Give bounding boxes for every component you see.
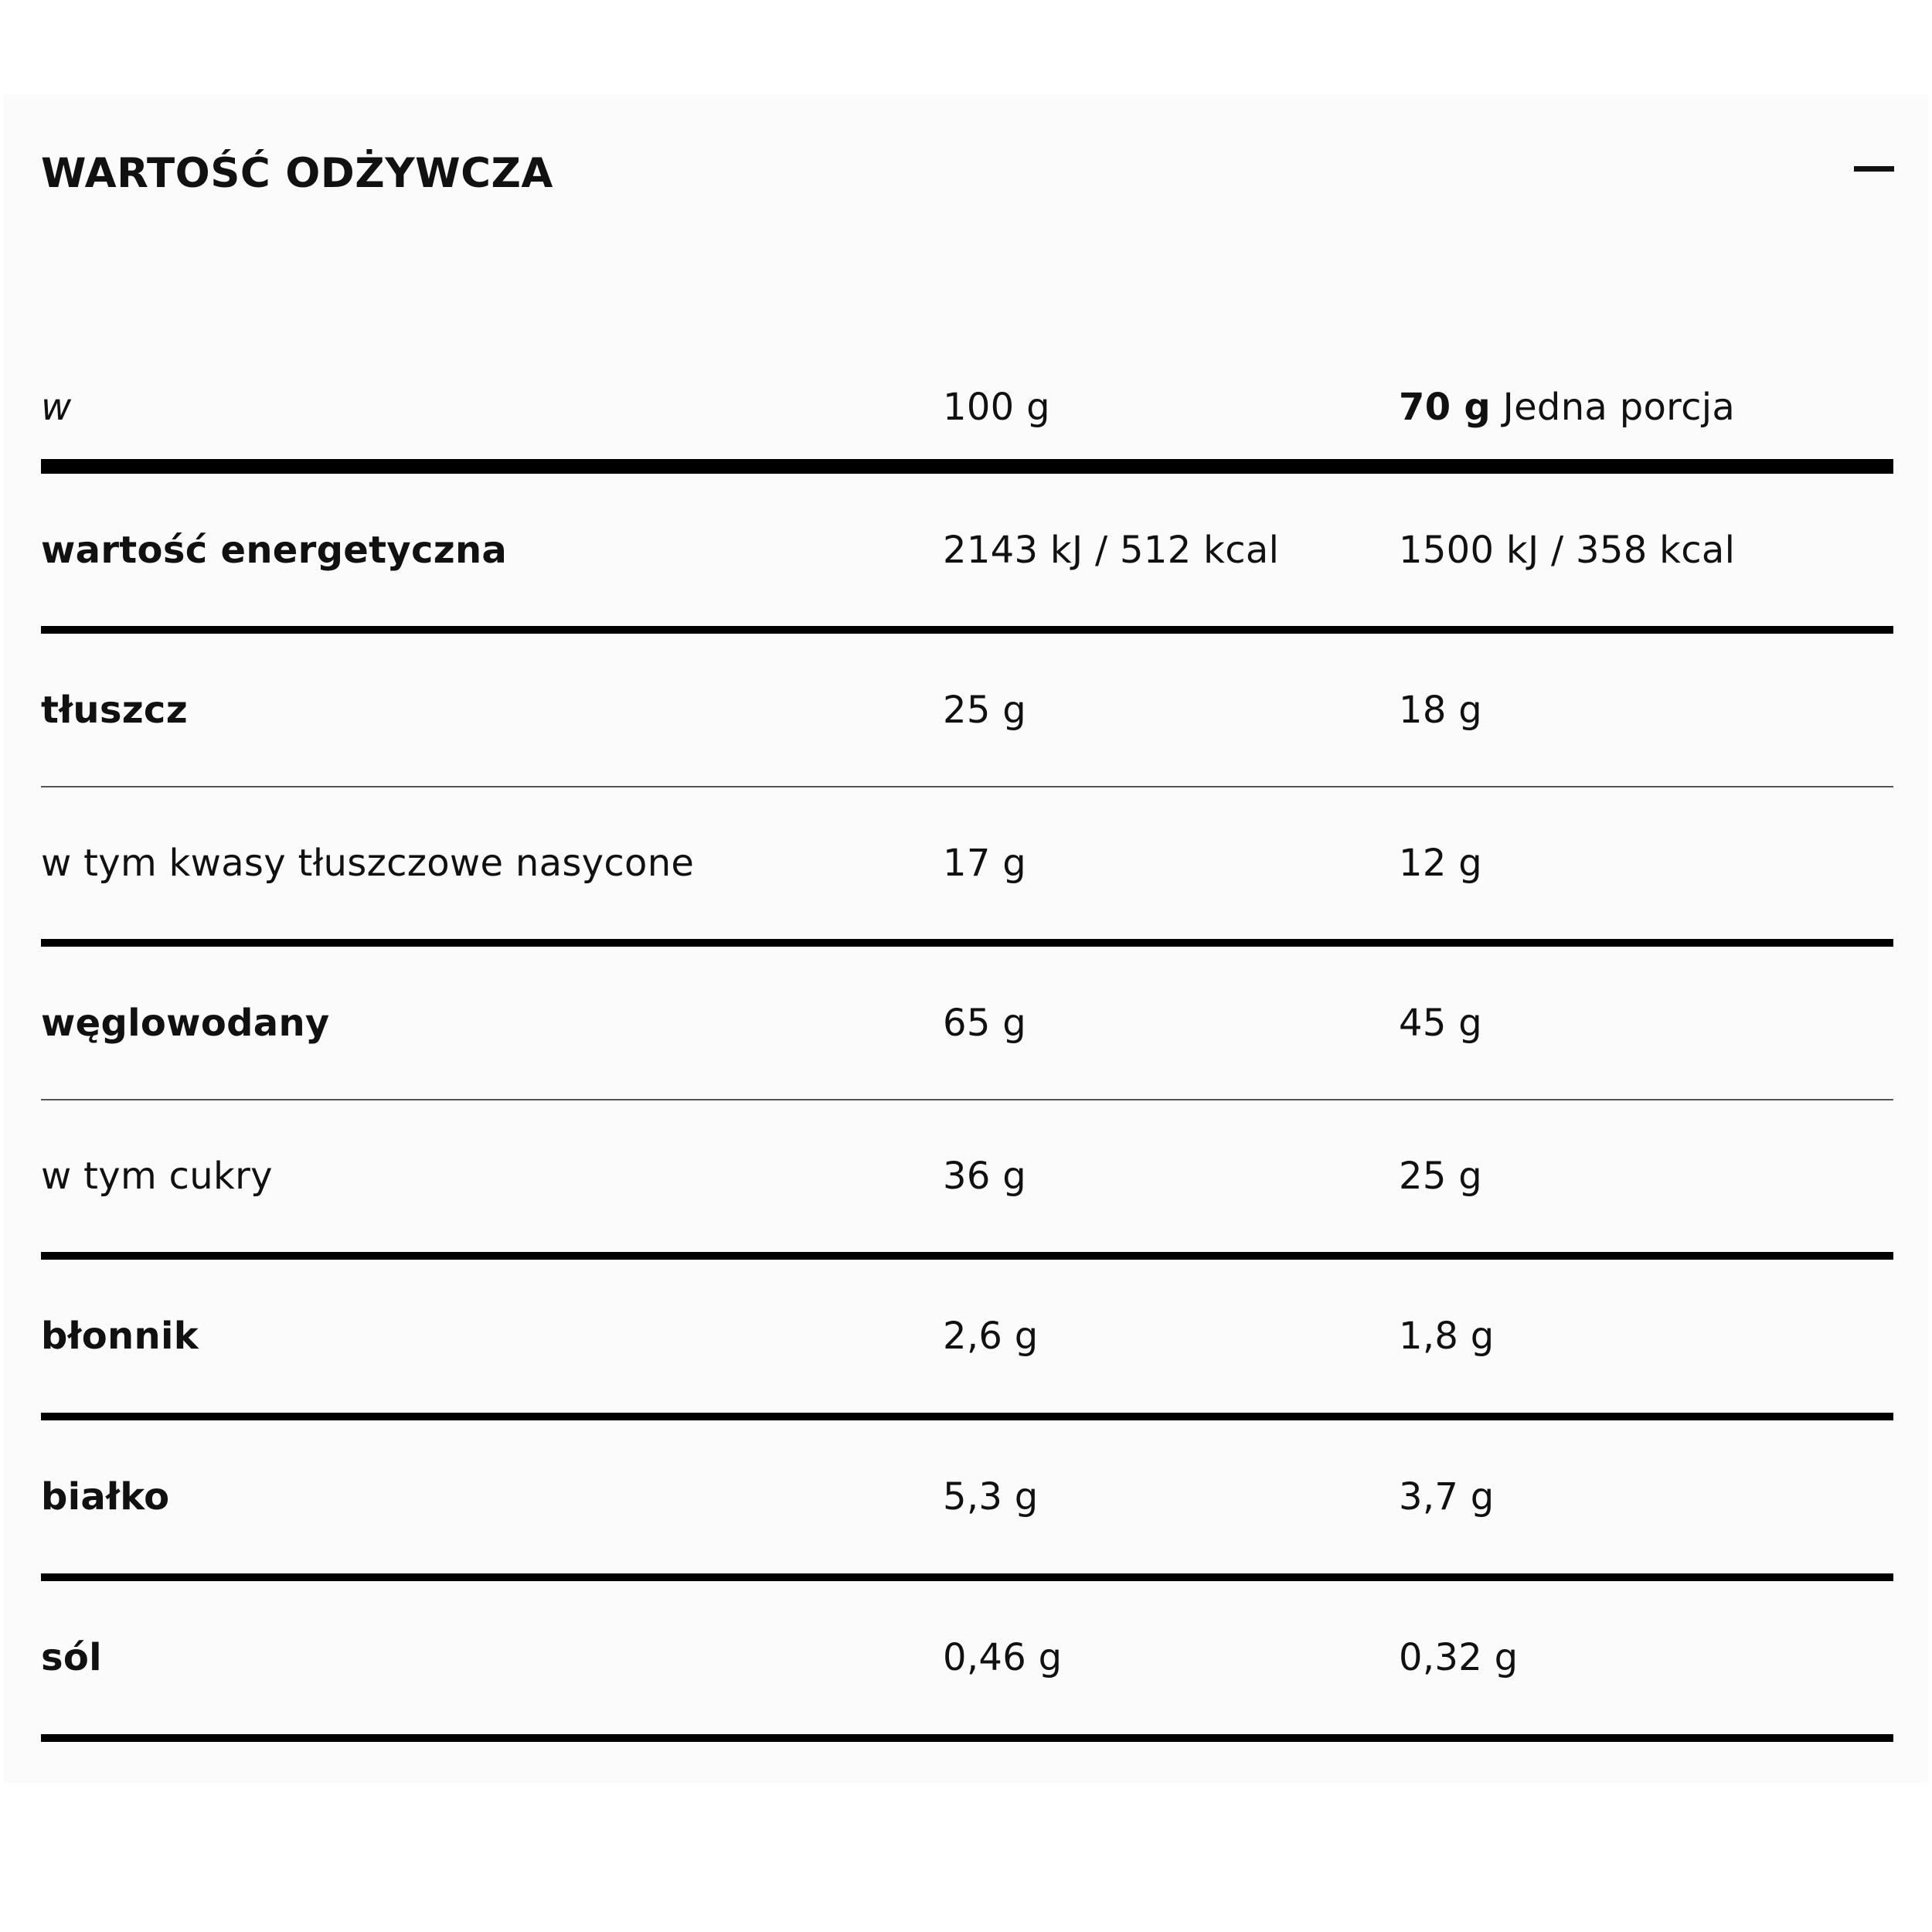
value-per-portion: 1500 kJ / 358 kcal xyxy=(1399,467,1893,631)
value-per-portion: 1,8 g xyxy=(1399,1256,1893,1417)
nutrition-table xyxy=(41,355,1893,1742)
value-per-portion: 3,7 g xyxy=(1399,1417,1893,1577)
value-per-100g: 2143 kJ / 512 kcal xyxy=(943,467,1399,631)
nutrient-name: błonnik xyxy=(41,1256,943,1417)
minus-icon xyxy=(1854,166,1894,172)
nutrient-name: w tym kwasy tłuszczowe nasycone xyxy=(41,787,943,943)
table-row xyxy=(41,1256,1893,1417)
value-per-portion: 45 g xyxy=(1399,943,1893,1100)
nutrient-name: sól xyxy=(41,1577,943,1738)
collapse-button[interactable] xyxy=(1851,155,1897,182)
section-title: WARTOŚĆ ODŻYWCZA xyxy=(41,150,553,197)
nutrient-name: białko xyxy=(41,1417,943,1577)
header-portion-label: Jedna porcja xyxy=(1502,386,1736,429)
nutrient-name: węglowodany xyxy=(41,943,943,1100)
table-row xyxy=(41,630,1893,787)
table-row xyxy=(41,1417,1893,1577)
accordion-header[interactable] xyxy=(41,122,1897,215)
value-per-100g: 25 g xyxy=(943,630,1399,787)
nutrition-panel xyxy=(4,94,1928,1783)
table-row xyxy=(41,467,1893,631)
nutrient-name: tłuszcz xyxy=(41,630,943,787)
value-per-portion: 18 g xyxy=(1399,630,1893,787)
value-per-100g: 17 g xyxy=(943,787,1399,943)
value-per-100g: 2,6 g xyxy=(943,1256,1399,1417)
value-per-100g: 5,3 g xyxy=(943,1417,1399,1577)
nutrient-name: w tym cukry xyxy=(41,1100,943,1256)
value-per-portion: 0,32 g xyxy=(1399,1577,1893,1738)
nutrient-name: wartość energetyczna xyxy=(41,467,943,631)
header-label: w xyxy=(41,355,943,467)
table-row xyxy=(41,943,1893,1100)
value-per-portion: 25 g xyxy=(1399,1100,1893,1256)
header-per-100g: 100 g xyxy=(943,355,1399,467)
table-row xyxy=(41,787,1893,943)
value-per-portion: 12 g xyxy=(1399,787,1893,943)
table-header-row xyxy=(41,355,1893,467)
header-portion-amount: 70 g xyxy=(1399,386,1492,429)
value-per-100g: 0,46 g xyxy=(943,1577,1399,1738)
value-per-100g: 36 g xyxy=(943,1100,1399,1256)
table-row xyxy=(41,1100,1893,1256)
table-row xyxy=(41,1577,1893,1738)
header-portion xyxy=(1399,355,1893,467)
value-per-100g: 65 g xyxy=(943,943,1399,1100)
